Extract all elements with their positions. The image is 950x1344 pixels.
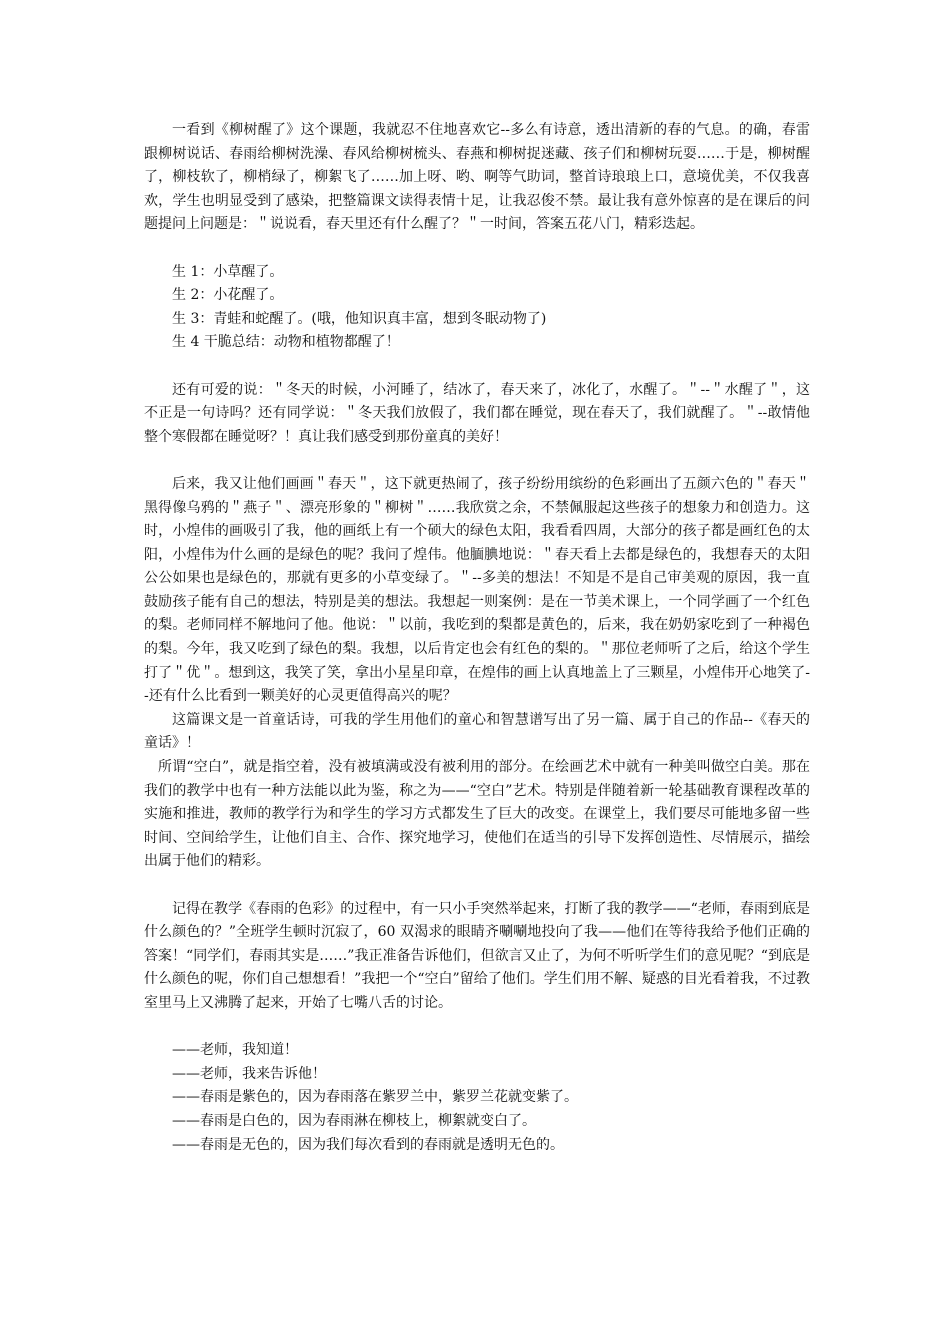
paragraph-gap (144, 449, 810, 473)
document-body (144, 119, 810, 1157)
student-answer-2: 生 2：小花醒了。 (172, 287, 284, 304)
paragraph-gap (144, 237, 810, 261)
student-answer-4: 生 4 干脆总结：动物和植物都醒了！ (172, 334, 400, 351)
student-answer-1: 生 1：小草醒了。 (172, 263, 284, 280)
dialogue-line-5: ——春雨是无色的，因为我们每次看到的春雨就是透明无色的。 (172, 1136, 564, 1153)
paragraph-intro: 一看到《柳树醒了》这个课题，我就忍不住地喜欢它--多么有诗意，透出清新的春的气息。的确，春雷跟柳树说话、春雨给柳树洗澡、春风给柳树梳头、春燕和柳树捉迷藏、孩子们和柳树玩耍……于是，柳树醒了，柳枝软了，柳梢绿了，柳絮飞了……加上呀、哟、啊等气助词，整首诗琅琅上口，意境优美，不仅我喜欢，学生也明显受到了感染，把整篇课文读得表情十足，让我忍俊不禁。最让我有意外惊喜的是在课后的问题提问上问题是：＂说说看，春天里还有什么醒了？＂一时间，答案五花八门，精彩迭起。 (144, 122, 810, 233)
paragraph-gap (144, 874, 810, 898)
dialogue-line-2: ——老师，我来告诉他！ (172, 1065, 326, 1082)
paragraph-gap (144, 355, 810, 379)
paragraph-spring-rain: 记得在教学《春雨的色彩》的过程中，有一只小手突然举起来，打断了我的教学——“老师，春雨到底是什么颜色的？”全班学生顿时沉寂了，60 双渴求的眼睛齐唰唰地投向了我——他们在等待我给予他们正确的答案！“同学们，春雨其实是……”我正准备告诉他们，但欲言又止了，为何不听听学生们的意见呢？“到底是什么颜色的呢，你们自己想想看！”我把一个“空白”留给了他们。学生们用不解、疑惑的目光看着我，不过教室里马上又沸腾了起来，开始了七嘴八舌的讨论。 (144, 900, 810, 1011)
dialogue-line-3: ——春雨是紫色的，因为春雨落在紫罗兰中，紫罗兰花就变紫了。 (172, 1089, 578, 1106)
paragraph-fairy-tale: 这篇课文是一首童话诗，可我的学生用他们的童心和智慧谱写出了另一篇、属于自己的作品--《春天的童话》！ (144, 711, 810, 752)
dialogue-line-1: ——老师，我知道！ (172, 1042, 298, 1059)
paragraph-gap (144, 1016, 810, 1040)
paragraph-drawing: 后来，我又让他们画画＂春天＂，这下就更热闹了，孩子纷纷用缤纷的色彩画出了五颜六色的＂春天＂黑得像乌鸦的＂燕子＂、漂亮形象的＂柳树＂……我欣赏之余，不禁佩服起这些孩子的想象力和创造力。这时，小煌伟的画吸引了我，他的画纸上有一个硕大的绿色太阳，我看看四周，大部分的孩子都是画红色的太阳，小煌伟为什么画的是绿色的呢？我问了煌伟。他腼腆地说：＂春天看上去都是绿色的，我想春天的太阳公公如果也是绿色的，那就有更多的小草变绿了。＂--多美的想法！不知是不是自己审美观的原因，我一直鼓励孩子能有自己的想法，特别是美的想法。我想起一则案例：是在一节美术课上，一个同学画了一个红色的梨。老师同样不解地问了他。他说：＂以前，我吃到的梨都是黄色的，后来，我在奶奶家吃到了一种褐色的梨。今年，我又吃到了绿色的梨。我想，以后肯定也会有红色的梨的。＂那位老师听了之后，给这个学生打了＂优＂。想到这，我笑了笑，拿出小星星印章，在煌伟的画上认真地盖上了三颗星，小煌伟开心地笑了--还有什么比看到一颗美好的心灵更值得高兴的呢？ (144, 475, 810, 705)
paragraph-blank-art: 所谓“空白”，就是指空着，没有被填满或没有被利用的部分。在绘画艺术中就有一种美叫做空白美。那在我们的教学中也有一种方法能以此为鉴，称之为——“空白”艺术。特别是伴随着新一轮基础教育课程改革的实施和推进，教师的教学行为和学生的学习方式都发生了巨大的改变。在课堂上，我们要尽可能地多留一些时间、空间给学生，让他们自主、合作、探究地学习，使他们在适当的引导下发挥创造性、尽情展示，描绘出属于他们的精彩。 (144, 759, 810, 870)
dialogue-line-4: ——春雨是白色的，因为春雨淋在柳枝上，柳絮就变白了。 (172, 1112, 536, 1129)
paragraph-cute-answers: 还有可爱的说：＂冬天的时候，小河睡了，结冰了，春天来了，冰化了，水醒了。＂--＂水醒了＂，这不正是一句诗吗？还有同学说：＂冬天我们放假了，我们都在睡觉，现在春天了，我们就醒了。＂--敢情他整个寒假都在睡觉呀？！真让我们感受到那份童真的美好！ (144, 381, 810, 445)
student-answer-3: 生 3：青蛙和蛇醒了。(哦，他知识真丰富，想到冬眠动物了) (172, 310, 547, 327)
